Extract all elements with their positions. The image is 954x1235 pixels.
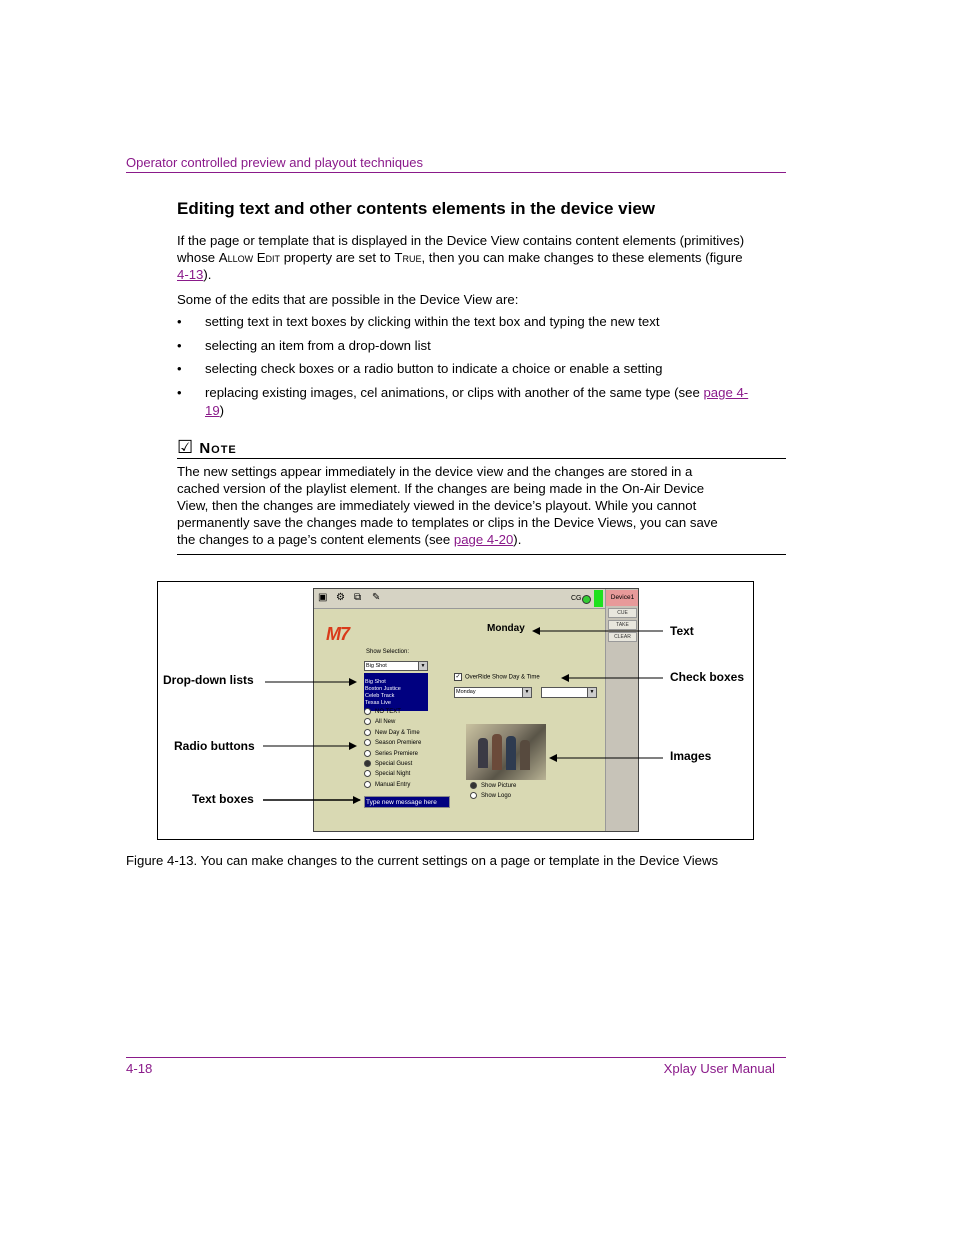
true-term: True bbox=[394, 250, 422, 265]
open-icon[interactable]: ▣ bbox=[318, 592, 328, 603]
properties-icon[interactable]: ⚙ bbox=[336, 592, 345, 603]
page-number: 4-18 bbox=[126, 1061, 153, 1076]
show-dropdown-value: Big Shot bbox=[366, 663, 387, 669]
callout-text: Text bbox=[670, 624, 694, 638]
cg-label: CG bbox=[571, 595, 582, 602]
list-item[interactable]: Texas Live bbox=[365, 700, 391, 706]
section-title: Editing text and other contents elements in the device view bbox=[177, 199, 655, 218]
radio-label: All New bbox=[375, 719, 396, 726]
radio-label: Special Guest bbox=[375, 761, 413, 768]
cue-button[interactable]: CUE bbox=[608, 608, 637, 618]
intro-text-c: , then you can make changes to these elements (figure bbox=[421, 250, 743, 265]
bullet-item-end: ) bbox=[219, 402, 225, 418]
page-link[interactable]: page 4-19 bbox=[205, 385, 749, 418]
callout-radio-buttons: Radio buttons bbox=[174, 739, 255, 753]
callout-drop-down-lists: Drop-down lists bbox=[163, 673, 254, 687]
list-item[interactable]: Big Shot bbox=[365, 679, 386, 685]
radio-label: Season Premiere bbox=[375, 740, 422, 747]
override-label: OverRide Show Day & Time bbox=[465, 674, 540, 681]
radio-label: Manual Entry bbox=[375, 781, 411, 788]
figure-caption: Figure 4-13. You can make changes to the current settings on a page or template in the Device Views bbox=[126, 853, 719, 868]
checkbox-note-icon: ☑ bbox=[177, 437, 195, 457]
callout-check-boxes: Check boxes bbox=[670, 670, 745, 684]
bullet-item: selecting an item from a drop-down list bbox=[205, 338, 431, 353]
running-head: Operator controlled preview and playout techniques bbox=[126, 155, 424, 170]
edits-intro: Some of the edits that are possible in the Device View are: bbox=[177, 292, 519, 307]
bullet-dot: • bbox=[177, 385, 182, 400]
m7-logo: M7 bbox=[326, 624, 350, 644]
day-text: Monday bbox=[487, 623, 525, 634]
intro-text-a: If the page or template that is displayed in the Device View contains content elements (primitives) whose bbox=[177, 233, 745, 265]
chevron-down-icon: ▼ bbox=[522, 688, 531, 697]
intro-text-b: property are set to bbox=[280, 250, 395, 265]
message-text-box[interactable]: Type new message here bbox=[364, 796, 450, 808]
bullet-item: selecting check boxes or a radio button to indicate a choice or enable a setting bbox=[205, 361, 663, 376]
radio-label: Special Night bbox=[375, 771, 411, 778]
list-item[interactable]: Celeb Track bbox=[365, 693, 395, 699]
checkbox-checked-icon[interactable]: ✓ bbox=[455, 674, 461, 680]
figure-link[interactable]: 4-13 bbox=[177, 267, 204, 282]
callout-text-boxes: Text boxes bbox=[192, 792, 254, 806]
chevron-down-icon: ▼ bbox=[418, 662, 427, 670]
callout-images: Images bbox=[670, 749, 712, 763]
intro-text-d: ). bbox=[203, 267, 212, 282]
manual-title: Xplay User Manual bbox=[663, 1061, 775, 1076]
note-label: Note bbox=[199, 440, 237, 457]
bullet-item-text: replacing existing images, cel animations, or clips with another of the same type (see bbox=[205, 385, 704, 400]
note-page-link[interactable]: page 4-20 bbox=[453, 532, 514, 547]
day-dropdown-value: Monday bbox=[456, 689, 476, 695]
list-item[interactable]: Boston Justice bbox=[365, 686, 401, 692]
bullet-dot: • bbox=[177, 361, 182, 376]
allow-edit-term: Allow Edit bbox=[218, 250, 281, 265]
footer-rule bbox=[126, 1057, 786, 1058]
bullet-dot: • bbox=[177, 314, 182, 329]
copy-icon[interactable]: ⧉ bbox=[354, 592, 362, 603]
bullet-item: setting text in text boxes by clicking within the text box and typing the new text bbox=[205, 314, 660, 329]
radio-label: New Day & Time bbox=[375, 729, 420, 736]
chevron-down-icon: ▼ bbox=[587, 688, 596, 697]
radio-label: Series Premiere bbox=[375, 750, 419, 757]
note-body: The new settings appear immediately in the device view and the changes are stored in a cached version of the playlist element. If the changes are being made in the On-Air Device View, then the changes are immediately viewed in the device’s playout. While you cannot permanently save the changes made to templates or clips in the Device Views, you can save the changes to a page’s content elements (see bbox=[177, 464, 718, 547]
note-end: ). bbox=[513, 532, 522, 547]
edit-icon[interactable]: ✎ bbox=[372, 592, 381, 603]
radio-label: Show Logo bbox=[481, 793, 512, 800]
radio-label: NO TEXT bbox=[375, 709, 401, 715]
bullet-dot: • bbox=[177, 338, 182, 353]
take-button[interactable]: TAKE bbox=[608, 620, 637, 630]
show-selection-label: Show Selection: bbox=[366, 649, 410, 655]
clear-button[interactable]: CLEAR bbox=[608, 632, 637, 642]
radio-label: Show Picture bbox=[481, 783, 517, 789]
device-tab[interactable]: Device1 bbox=[606, 590, 639, 606]
